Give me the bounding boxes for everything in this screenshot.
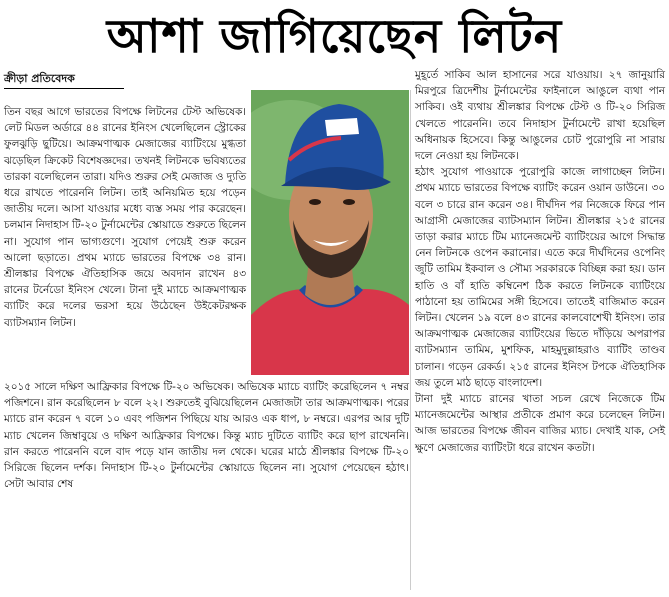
left-column-text: তিন বছর আগে ভারতের বিপক্ষে লিটনের টেস্ট অভিষেক। লেট মিডল অর্ডারে ৪৪ রানের ইনিংস খেলেছিলেন স্ট্রোকের ফুলঝুড়ি ছুটিয়ে। আক্রমণাত্মক মেজাজের ব্যাটিংয়ে মুগ্ধতা ঝড়েছিল ক্রিকেট বিশেষজ্ঞদের। তখনই লিটনকে ভবিষ্যতের তারকা বলেছিলেন তারা। যদিও শুরুর সেই মেজাজ ও দ্যুতি ধরে রাখতে পারেননি লিটন। তাই অনিয়মিত হয়ে পড়েন জাতীয় দলে। আসা যাওয়ার মধ্যে ব্যস্ত সময় পার করেছেন। চলমান নিদাহাস টি-২০ টুর্নামেন্টের স্কোয়াডে শুরুতে ছিলেন না। সুযোগ পান ভাগ্যগুণে। সুযোগ পেয়েই শুরু করেন আলো ছড়াতে। প্রথম ম্যাচে ভারতের বিপক্ষে ৩৪ রান। শ্রীলঙ্কার বিপক্ষে ঐতিহাসিক জয়ে অবদান রাখেন ৪৩ রানের টর্নেডো ইনিংস খেলে। টানা দুই ম্যাচে আক্রমণাত্মক ব্যাটিং করে দলের ভরসা হয়ে উঠেছেন উইকেটরক্ষক ব্যাটসম্যান লিটন। — [4, 106, 246, 329]
right-column — [415, 67, 665, 456]
right-column-paragraph-2: হঠাৎ সুযোগ পাওয়াকে পুরোপুরি কাজে লাগাচ্ছেন লিটন। প্রথম ম্যাচে ভারতের বিপক্ষে ব্যাটিং করেন ওয়ান ডাউনে। ৩০ বলে ৩ চারে রান করেন ৩৪। দীর্ঘদিন পর নিজেকে ফিরে পান আগ্রাসী মেজাজের ব্যাটসম্যান লিটন। শ্রীলঙ্কার ২১৫ রানের তাড়া করার ম্যাচে টিম ম্যানেজমেন্ট ব্যাটিংয়ের আগে সিদ্ধান্ত নেন লিটনকে ওপেন করানোর। এতে করে দীর্ঘদিনের ওপেনিং জুটি তামিম ইকবাল ও সৌম্য সরকারকে বিচ্ছিন্ন করা হয়। ডান হাতি ও বাঁ হাতি কম্বিনেশ ঠিক করতে লিটনকে ব্যাটিংয়ে পাঠানো হয় তামিমের সঙ্গী হিসেবে। তাতেই বাজিমাত করেন লিটন। খেলেন ১৯ বলে ৪৩ রানের কালবোশেখী ইনিংস। তার আক্রমণাত্মক মেজাজের ব্যাটিংয়ের ভিতে দাঁড়িয়ে অপরাপর ব্যাটসম্যান তামিম, মুশফিক, মাহমুদুল্লাহরাও ব্যাটিং তাণ্ডব চালান। গড়েন রেকর্ড। ২১৫ রানের ইনিংস টপকে ঐতিহাসিক জয় তুলে মাঠ ছাড়ে বাংলাদেশ। — [415, 166, 665, 389]
headline: আশা জাগিয়েছেন লিটন — [106, 9, 563, 63]
cricketer-photo-icon — [251, 90, 409, 375]
byline: ক্রীড়া প্রতিবেদক — [4, 72, 75, 85]
middle-paragraph-text: ২০১৫ সালে দক্ষিণ আফ্রিকার বিপক্ষে টি-২০ অভিষেক। অভিষেক ম্যাচে ব্যাটিং করেছিলেন ৭ নম্বর পজিশনে। রান করেছিলেন ৮ বলে ২২। শুরুতেই বুঝিয়েছিলেন মেজাজটা তার আক্রমণাত্মক। পরের ম্যাচে রান করেন ৭ বলে ১০ এবং পজিশন পিছিয়ে যায় আরও এক ধাপ, ৮ নম্বরে। এরপর আর দুটি ম্যাচ খেলেন জিম্বাবুয়ে ও দক্ষিণ আফ্রিকার বিপক্ষে। কিন্তু ম্যাচ দুটিতে ব্যাটিং করে ছাপ রাখেননি। রান করতে পারেননি বলে বাদ পড়ে যান জাতীয় দল থেকে। ঘরের মাঠে শ্রীলঙ্কার বিপক্ষে টি-২০ সিরিজে ছিলেন দর্শক। নিদাহাস টি-২০ টুর্নামেন্টের স্কোয়াডে ছিলেন না। সুযোগ পেয়েছেন হঠাৎ। সেটা আবার শেষ — [4, 381, 409, 491]
byline-underline — [4, 88, 124, 89]
middle-paragraph — [4, 379, 409, 492]
left-column — [4, 104, 246, 331]
right-column-paragraph-1: মুহূর্তে সাকিব আল হাসানের সরে যাওয়ায়। ২৭ জানুয়ারি মিরপুরে ত্রিদেশীয় টুর্নামেন্টের ফাইনালে আঙুলে ব্যথা পান সাকিব। ওই ব্যথায় শ্রীলঙ্কার বিপক্ষে টেস্ট ও টি-২০ সিরিজ খেলতে পারেননি। তবে নিদাহাস টুর্নামেন্টে রাখা হয়েছিল অধিনায়ক হিসেবে। কিন্তু আঙুলের চোট পুরোপুরি না সারায় দলে নেওয়া হয় লিটনকে। — [415, 69, 665, 163]
right-column-paragraph-3: টানা দুই ম্যাচে রানের খাতা সচল রেখে নিজেকে টিম ম্যানেজমেন্টের আস্থার প্রতীকে প্রমাণ করে চলেছেন লিটন। আজ ভারতের বিপক্ষে জীবন বাজির ম্যাচ। দেখাই যাক, সেই ক্ষুণে মেজাজের ব্যাটিংটা ধরে রাখেন কতটা। — [415, 393, 665, 454]
cricketer-photo — [251, 90, 409, 375]
column-divider — [410, 90, 411, 590]
